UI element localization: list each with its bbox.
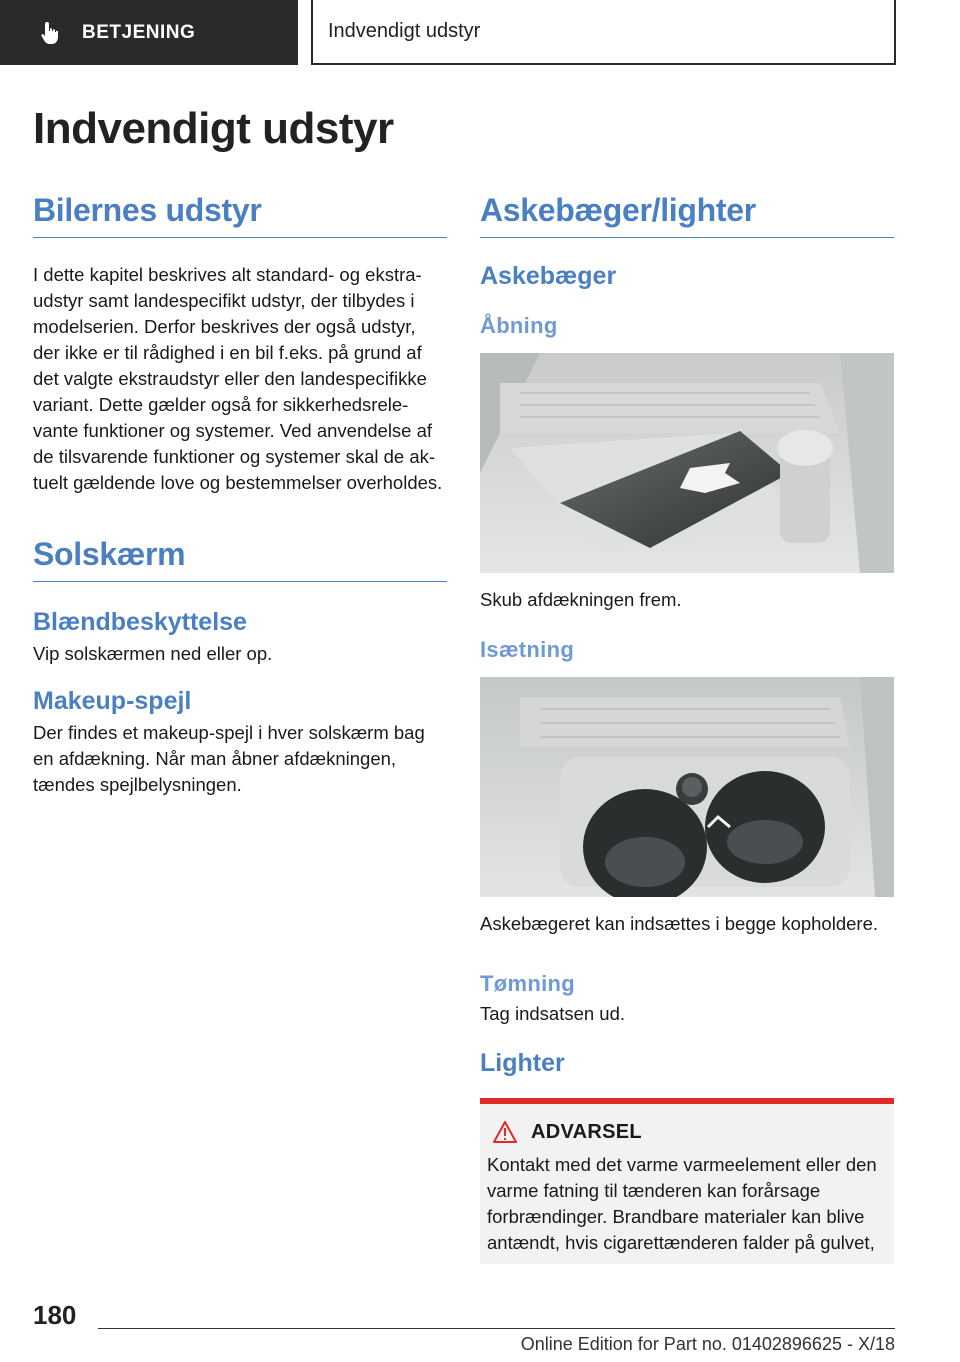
askebaeger-heading: Askebæger: [480, 262, 617, 290]
makeup-body: Der findes et makeup-spejl i hver solskærm bag en afdækning. Når man åbner afdækningen, tændes spejlbelysningen.: [33, 722, 425, 795]
section-tab[interactable]: [0, 0, 298, 65]
page-title: Indvendigt udstyr: [33, 104, 394, 153]
lighter-heading: Lighter: [480, 1049, 565, 1077]
left-column: [33, 192, 447, 798]
edition-footer: Online Edition for Part no. 01402896625 - X/18: [520, 1334, 895, 1354]
abning-caption: Skub afdækningen frem.: [480, 589, 682, 610]
chapter-title: Indvendigt udstyr: [328, 20, 481, 42]
hand-pointer-icon: [38, 20, 64, 46]
warning-body: Kontakt med det varme varmeelement eller den varme fatning til tænderen kan forårsage forbrændinger. Brandbare materialer kan blive antændt, hvis cigarettænderen falder på gulvet,: [487, 1154, 877, 1253]
ashtray-opening-photo: [480, 353, 894, 573]
page-number: 180: [33, 1300, 77, 1330]
isaetning-heading: Isætning: [480, 637, 575, 662]
bilernes-body: I dette kapitel beskrives alt standard- og ekstraudstyr samt landespecifikt udstyr, der tilbydes i modelserien. Derfor beskrives der også udstyr, der ikke er til rådighed i en bil f.eks. på grund af det valgte ekstraudstyr eller den landespecifikke variant. Dette gælder også for sikkerhedsrelevante funktioner og systemer. Ved anvendelse af de tilsvarende funktioner og systemer skal de aktuelt gældende love og bestemmelser overholdes.: [33, 264, 443, 493]
warning-title: ADVARSEL: [531, 1120, 642, 1143]
bilernes-heading: Bilernes udstyr: [33, 192, 447, 238]
chapter-header: [311, 0, 896, 65]
blaend-heading: Blændbeskyttelse: [33, 608, 247, 636]
askebaeger-lighter-heading: Askebæger/lighter: [480, 192, 894, 238]
solskaerm-heading: Solskærm: [33, 536, 447, 582]
ashtray-insert-photo: [480, 677, 894, 897]
makeup-heading: Makeup-spejl: [33, 687, 192, 715]
tomning-body: Tag indsatsen ud.: [480, 1003, 626, 1024]
tomning-heading: Tømning: [480, 971, 575, 996]
isaetning-caption: Askebægeret kan indsættes i begge kopholdere.: [480, 913, 879, 934]
warning-box: [480, 1098, 894, 1264]
warning-header: [487, 1120, 886, 1144]
section-label: BETJENING: [82, 21, 196, 43]
footer-divider: [98, 1328, 895, 1329]
abning-heading: Åbning: [480, 313, 558, 338]
right-column: [480, 192, 894, 1264]
warning-triangle-icon: [492, 1120, 518, 1144]
blaend-body: Vip solskærmen ned eller op.: [33, 643, 273, 664]
